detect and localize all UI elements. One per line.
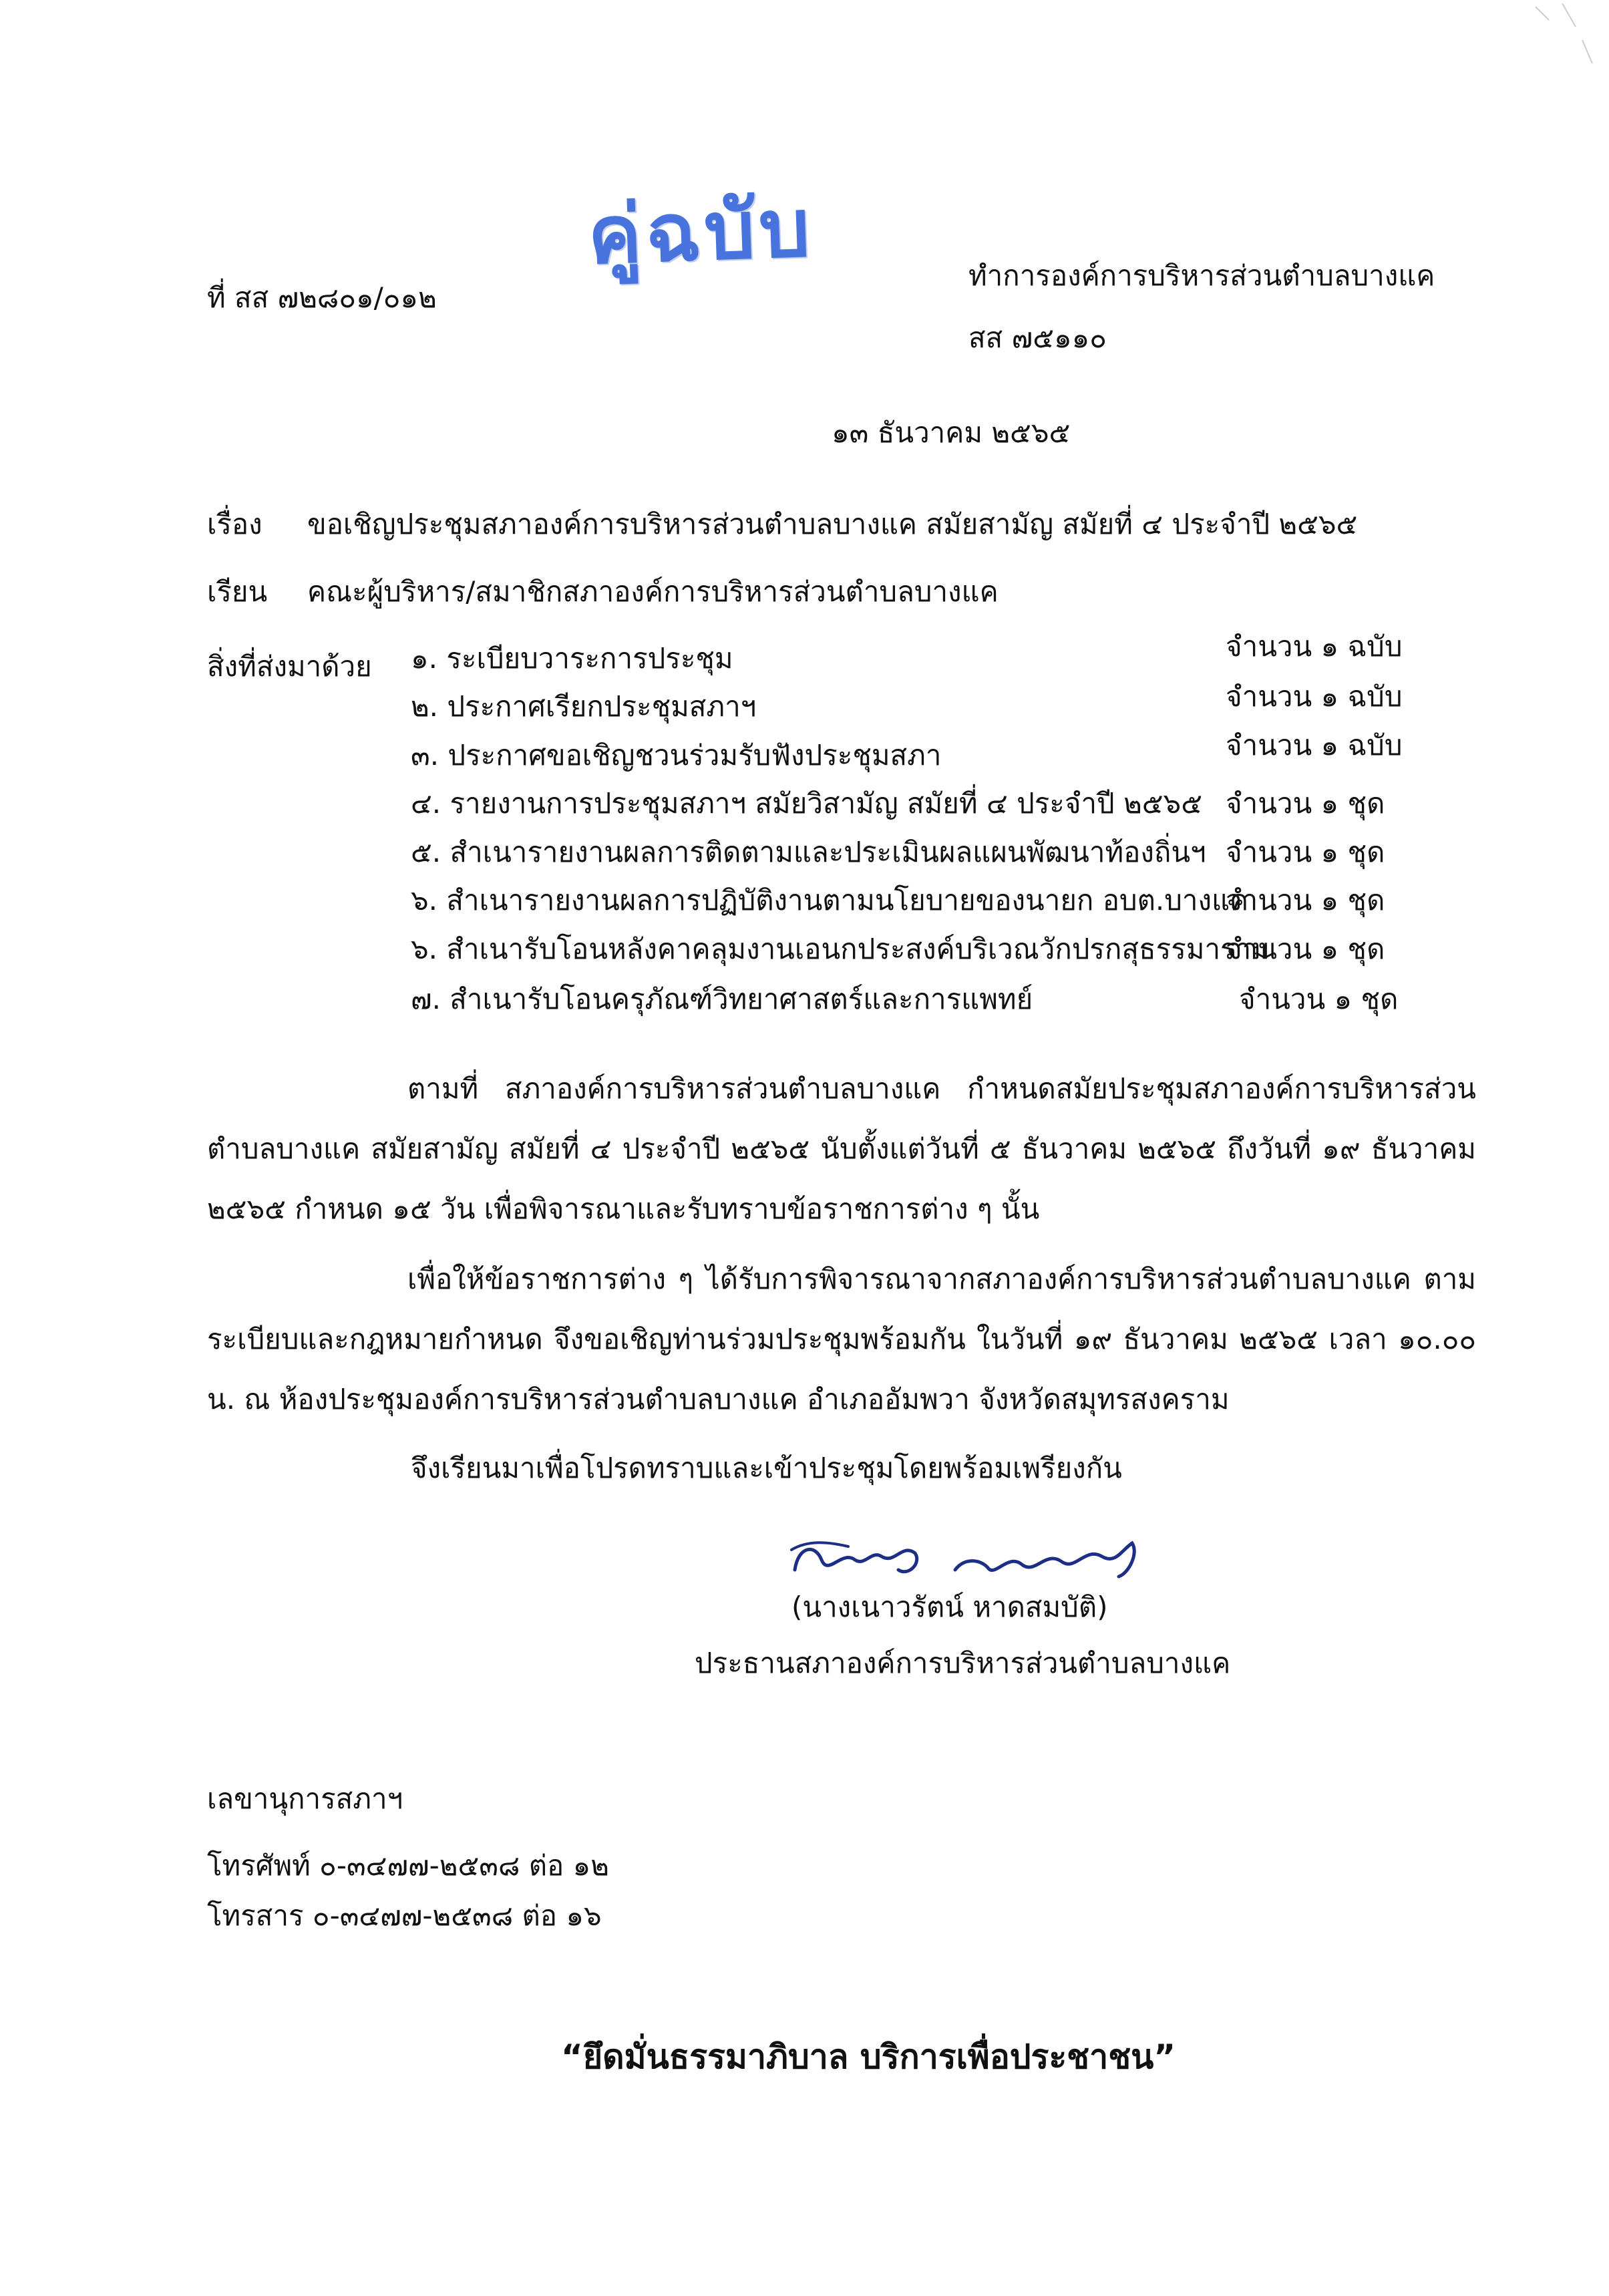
enclosure-item: ๔. รายงานการประชุมสภาฯ สมัยวิสามัญ สมัยที่ ๔ ประจำปี ๒๕๖๕: [411, 787, 1202, 820]
enclosure-item: ๒. ประกาศเรียกประชุมสภาฯ: [411, 690, 757, 723]
letter-date: ๑๓ ธันวาคม ๒๕๖๕: [832, 416, 1071, 449]
body-paragraph-2: เพื่อให้ข้อราชการต่าง ๆ ได้รับการพิจารณาจากสภาองค์การบริหารส่วนตำบลบางแค ตามระเบียบและกฎหมายกำหนด จึงขอเชิญท่านร่วมประชุมพร้อมกัน ในวันที่ ๑๙ ธันวาคม ๒๕๖๕ เวลา ๑๐.๐๐ น. ณ ห้องประชุมองค์การบริหารส่วนตำบลบางแค อำเภออัมพวา จังหวัดสมุทรสงคราม: [207, 1263, 1476, 1416]
office-name: ทำการองค์การบริหารส่วนตำบลบางแค: [968, 259, 1435, 292]
secretary-department: เลขานุการสภาฯ: [207, 1782, 403, 1815]
signatory-position: ประธานสภาองค์การบริหารส่วนตำบลบางแค: [695, 1647, 1231, 1679]
enclosures-label: สิ่งที่ส่งมาด้วย: [207, 650, 372, 683]
fax-number: โทรสาร ๐-๓๔๗๗-๒๕๓๘ ต่อ ๑๖: [207, 1899, 602, 1932]
enclosure-quantity: จำนวน ๑ ฉบับ: [1226, 630, 1403, 663]
enclosure-item: ๑. ระเบียบวาระการประชุม: [411, 642, 733, 675]
enclosure-quantity: จำนวน ๑ ชุด: [1239, 983, 1399, 1015]
organization-motto: “ยึดมั่นธรรมาภิบาล บริการเพื่อประชาชน”: [561, 2037, 1176, 2076]
enclosure-quantity: จำนวน ๑ ฉบับ: [1226, 680, 1403, 713]
enclosure-quantity: จำนวน ๑ ฉบับ: [1226, 729, 1403, 762]
subject-label: เรื่อง: [207, 508, 262, 540]
enclosure-quantity: จำนวน ๑ ชุด: [1226, 933, 1385, 965]
recipient-label: เรียน: [207, 575, 268, 608]
enclosure-quantity: จำนวน ๑ ชุด: [1226, 787, 1385, 820]
copy-stamp: คู่ฉบับ: [586, 182, 816, 283]
scan-artifact-icon: [1522, 0, 1602, 73]
telephone-number: โทรศัพท์ ๐-๓๔๗๗-๒๕๓๘ ต่อ ๑๒: [207, 1849, 609, 1882]
signatory-name: (นางเนาวรัตน์ หาดสมบัติ): [791, 1591, 1108, 1623]
handwritten-signature-icon: [781, 1523, 1155, 1597]
enclosure-quantity: จำนวน ๑ ชุด: [1226, 836, 1385, 868]
recipient-text: คณะผู้บริหาร/สมาชิกสภาองค์การบริหารส่วนตำบลบางแค: [307, 575, 999, 608]
enclosure-item: ๓. ประกาศขอเชิญชวนร่วมรับฟังประชุมสภา: [411, 739, 942, 772]
enclosure-item: ๗. สำเนารับโอนครุภัณฑ์วิทยาศาสตร์และการแพทย์: [411, 983, 1033, 1015]
enclosure-item: ๖. สำเนารายงานผลการปฏิบัติงานตามนโยบายของนายก อบต.บางแค: [411, 884, 1249, 917]
enclosure-item: ๕. สำเนารายงานผลการติดตามและประเมินผลแผนพัฒนาท้องถิ่นฯ: [411, 836, 1206, 868]
body-paragraph-1: ตามที่ สภาองค์การบริหารส่วนตำบลบางแค กำหนดสมัยประชุมสภาองค์การบริหารส่วนตำบลบางแค สมัยสามัญ สมัยที่ ๔ ประจำปี ๒๕๖๕ นับตั้งแต่วันที่ ๕ ธันวาคม ๒๕๖๕ ถึงวันที่ ๑๙ ธันวาคม ๒๕๖๕ กำหนด ๑๕ วัน เพื่อพิจารณาและรับทราบข้อราชการต่าง ๆ นั้น: [207, 1072, 1476, 1225]
subject-text: ขอเชิญประชุมสภาองค์การบริหารส่วนตำบลบางแค สมัยสามัญ สมัยที่ ๔ ประจำปี ๒๕๖๕: [307, 508, 1358, 540]
closing-sentence: จึงเรียนมาเพื่อโปรดทราบและเข้าประชุมโดยพร้อมเพรียงกัน: [411, 1452, 1122, 1484]
enclosure-quantity: จำนวน ๑ ชุด: [1226, 884, 1385, 917]
postcode: สส ๗๕๑๑๐: [968, 321, 1107, 354]
enclosure-item: ๖. สำเนารับโอนหลังคาคลุมงานเอนกประสงค์บริเวณวักปรกสุธรรมาราม: [411, 933, 1270, 965]
reference-number: ที่ สส ๗๒๘๐๑/๐๑๒: [207, 281, 437, 314]
